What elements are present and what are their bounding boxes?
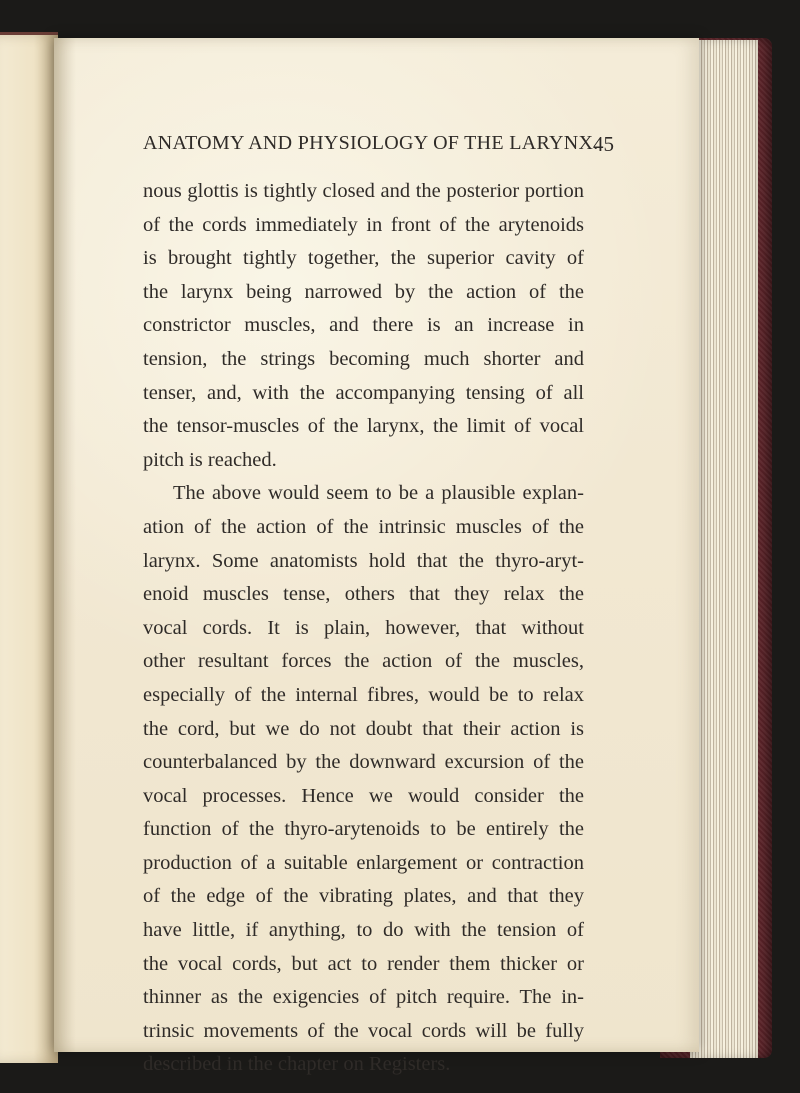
text-line: enoid muscles tense, others that they relax the: [143, 583, 584, 606]
text-line: larynx. Some anatomists hold that the thyro-aryt-: [143, 549, 584, 572]
book-page: [54, 38, 699, 1076]
page-number: 45: [593, 132, 614, 156]
text-line: the vocal cords, but act to render them thicker or: [143, 952, 584, 975]
text-line: especially of the internal fibres, would be to relax: [143, 683, 584, 706]
text-line: is brought tightly together, the superior cavity of: [143, 247, 584, 270]
text-line: thinner as the exigencies of pitch require. The in-: [143, 986, 584, 1009]
text-line: constrictor muscles, and there is an increase in: [143, 314, 584, 337]
text-line: the cord, but we do not doubt that their action is: [143, 717, 584, 740]
page-edges: [690, 40, 758, 1058]
text-line: vocal processes. Hence we would consider the: [143, 784, 584, 807]
gutter-shadow: [54, 38, 76, 1052]
text-line: other resultant forces the action of the muscles,: [143, 650, 584, 673]
text-line: tension, the strings becoming much shorter and: [143, 347, 584, 370]
text-line: described in the chapter on Registers.: [143, 1053, 451, 1076]
text-line: have little, if anything, to do with the tension of: [143, 919, 584, 942]
text-line: vocal cords. It is plain, however, that without: [143, 616, 584, 639]
text-line: the larynx being narrowed by the action of the: [143, 280, 584, 303]
text-line: counterbalanced by the downward excursion of the: [143, 751, 584, 774]
text-line: production of a suitable enlargement or contraction: [143, 851, 584, 874]
text-line: the tensor-muscles of the larynx, the limit of vocal: [143, 415, 584, 438]
page-body: [143, 175, 584, 1082]
text-line: pitch is reached.: [143, 448, 277, 471]
text-line: The above would seem to be a plausible explan-: [173, 482, 584, 505]
text-line: of the cords immediately in front of the arytenoids: [143, 213, 584, 236]
text-line: nous glottis is tightly closed and the posterior portion: [143, 180, 584, 202]
left-page-edge: [0, 32, 58, 1063]
text-line: tenser, and, with the accompanying tensing of all: [143, 381, 584, 404]
running-head: ANATOMY AND PHYSIOLOGY OF THE LARYNX.: [143, 132, 599, 154]
text-line: of the edge of the vibrating plates, and that they: [143, 885, 584, 908]
text-line: ation of the action of the intrinsic muscles of the: [143, 515, 584, 538]
text-line: trinsic movements of the vocal cords will be fully: [143, 1019, 584, 1042]
text-line: function of the thyro-arytenoids to be entirely the: [143, 818, 584, 841]
